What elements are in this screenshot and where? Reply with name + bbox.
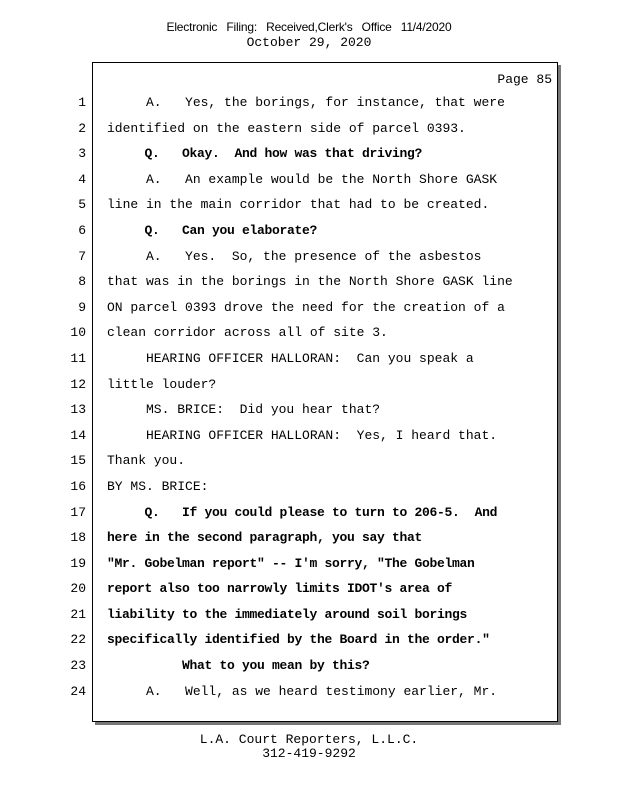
line-text: line in the main corridor that had to be created. xyxy=(107,197,490,213)
line-text: MS. BRICE: Did you hear that? xyxy=(107,402,381,418)
line-number: 23 xyxy=(70,658,86,674)
line-number: 10 xyxy=(70,325,86,341)
transcript-line xyxy=(0,271,618,297)
line-text: Q. Can you elaborate? xyxy=(107,222,318,238)
line-number: 11 xyxy=(70,350,86,366)
transcript-line xyxy=(0,629,618,655)
line-number: 16 xyxy=(70,478,86,494)
line-number: 7 xyxy=(78,248,86,264)
transcript-line xyxy=(0,527,618,553)
line-number: 5 xyxy=(78,197,86,213)
line-number: 17 xyxy=(70,504,86,520)
transcript-line xyxy=(0,399,618,425)
line-text: liability to the immediately around soil borings xyxy=(107,606,468,622)
transcript-line xyxy=(0,220,618,246)
line-number: 19 xyxy=(70,555,86,571)
transcript-line xyxy=(0,297,618,323)
line-text: HEARING OFFICER HALLORAN: Yes, I heard that. xyxy=(107,427,498,443)
line-text: A. An example would be the North Shore GASK xyxy=(107,171,498,187)
line-number: 15 xyxy=(70,453,86,469)
line-number: 3 xyxy=(78,146,86,162)
line-text: What to you mean by this? xyxy=(107,658,370,674)
line-number: 9 xyxy=(78,299,86,315)
line-number: 20 xyxy=(70,581,86,597)
line-number: 14 xyxy=(70,427,86,443)
line-number: 1 xyxy=(78,95,86,110)
line-text: that was in the borings in the North Shore GASK line xyxy=(107,274,513,290)
transcript-line xyxy=(0,92,618,118)
line-text: A. Well, as we heard testimony earlier, Mr. xyxy=(107,683,498,699)
line-number: 24 xyxy=(70,683,86,699)
line-text: Thank you. xyxy=(107,453,186,469)
line-number: 13 xyxy=(70,402,86,418)
transcript-line xyxy=(0,578,618,604)
transcript-line xyxy=(0,322,618,348)
page-number: Page 85 xyxy=(497,72,552,87)
transcript-line xyxy=(0,118,618,144)
transcript-line xyxy=(0,348,618,374)
line-number: 22 xyxy=(70,632,86,648)
line-text: BY MS. BRICE: xyxy=(107,478,209,494)
filing-stamp: Electronic Filing: Received,Clerk's Office 11/4/2020 xyxy=(166,20,452,34)
transcript-line xyxy=(0,374,618,400)
transcript-line xyxy=(0,194,618,220)
line-text: here in the second paragraph, you say that xyxy=(107,530,423,546)
line-number: 2 xyxy=(78,120,86,136)
line-text: little louder? xyxy=(107,376,217,392)
transcript-line xyxy=(0,604,618,630)
line-text: A. Yes, the borings, for instance, that were xyxy=(107,95,505,110)
line-text: "Mr. Gobelman report" -- I'm sorry, "The Gobelman xyxy=(107,555,475,571)
transcript-line xyxy=(0,476,618,502)
transcript-line xyxy=(0,425,618,451)
line-number: 8 xyxy=(78,274,86,290)
transcript-line xyxy=(0,450,618,476)
transcript-line xyxy=(0,246,618,272)
transcript-lines xyxy=(0,92,618,706)
line-text: Q. If you could please to turn to 206-5. And xyxy=(107,504,498,520)
line-text: HEARING OFFICER HALLORAN: Can you speak a xyxy=(107,350,474,366)
transcript-line xyxy=(0,553,618,579)
line-text: identified on the eastern side of parcel 0393. xyxy=(107,120,466,136)
line-number: 12 xyxy=(70,376,86,392)
transcript-line xyxy=(0,169,618,195)
transcript-line xyxy=(0,655,618,681)
line-number: 18 xyxy=(70,530,86,546)
line-number: 21 xyxy=(70,606,86,622)
footer xyxy=(0,733,618,761)
reporter-company: L.A. Court Reporters, L.L.C. xyxy=(199,732,419,747)
line-number: 6 xyxy=(78,222,86,238)
line-text: specifically identified by the Board in the order." xyxy=(107,632,490,648)
line-text: A. Yes. So, the presence of the asbestos xyxy=(107,248,482,264)
line-number: 4 xyxy=(78,171,86,187)
line-text: ON parcel 0393 drove the need for the creation of a xyxy=(107,299,505,315)
transcript-line xyxy=(0,143,618,169)
transcript-line xyxy=(0,502,618,528)
reporter-phone: 312-419-9292 xyxy=(262,746,356,761)
line-text: clean corridor across all of site 3. xyxy=(107,325,388,341)
line-text: Q. Okay. And how was that driving? xyxy=(107,146,423,162)
transcript-line xyxy=(0,681,618,707)
filing-header xyxy=(0,20,618,50)
transcript-date: October 29, 2020 xyxy=(246,35,372,50)
line-text: report also too narrowly limits IDOT's area of xyxy=(107,581,453,597)
